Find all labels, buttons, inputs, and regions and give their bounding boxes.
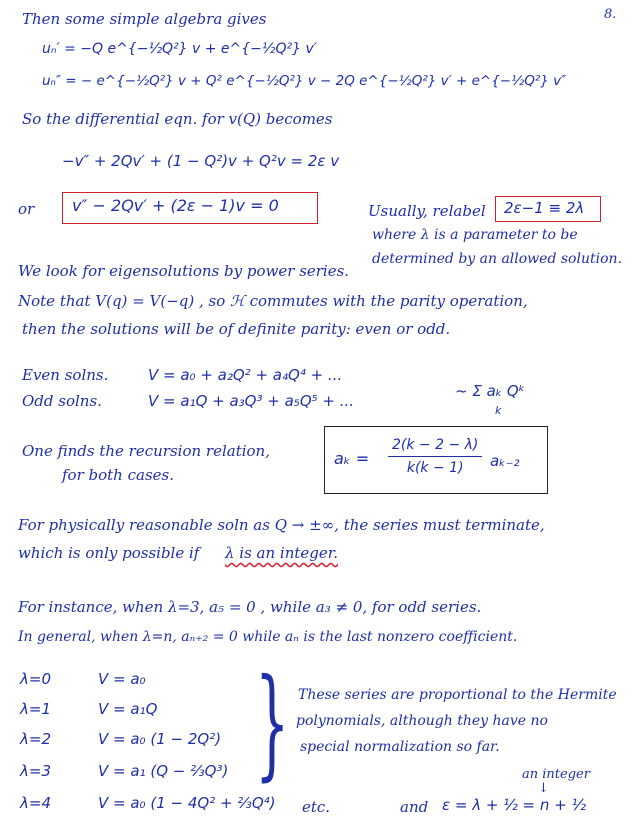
table-lambda-0: λ=0 — [20, 670, 51, 688]
table-v-4: V = a₀ (1 − 4Q² + ⅔Q⁴) — [98, 794, 276, 812]
table-lambda-2: λ=2 — [20, 730, 51, 748]
recursion-text-1: One finds the recursion relation, — [22, 442, 270, 460]
parity-line-2: then the solutions will be of definite parity: even or odd. — [22, 320, 451, 338]
recursion-lhs: aₖ = — [334, 449, 370, 468]
terminate-line-1: For physically reasonable soln as Q → ±∞, the series must terminate, — [18, 516, 545, 534]
curly-brace: } — [255, 654, 290, 793]
table-v-3: V = a₁ (Q − ⅔Q³) — [98, 762, 229, 780]
or-label: or — [18, 200, 35, 218]
diff-eq: −v″ + 2Qv′ + (1 − Q²)v + Q²v = 2ε v — [62, 152, 340, 170]
instance-line-2: In general, when λ=n, aₙ₊₂ = 0 while aₙ is the last nonzero coefficient. — [18, 629, 518, 645]
equation-u-double-prime: uₙ″ = − e^{−½Q²} v + Q² e^{−½Q²} v − 2Q e^{−½Q²} v′ + e^{−½Q²} v″ — [42, 73, 567, 89]
equation-u-prime: uₙ′ = −Q e^{−½Q²} v + e^{−½Q²} v′ — [42, 41, 317, 57]
recursion-text-2: for both cases. — [62, 466, 174, 484]
etc-label: etc. — [302, 798, 331, 816]
table-lambda-1: λ=1 — [20, 700, 51, 718]
table-lambda-3: λ=3 — [20, 762, 51, 780]
odd-label: Odd solns. — [22, 392, 102, 410]
lambda-note-2: determined by an allowed solution. — [372, 251, 622, 267]
recursion-numerator: 2(k − 2 − λ) — [388, 434, 482, 457]
terminate-line-2a: which is only possible if — [18, 544, 200, 562]
integer-note: an integer — [522, 767, 590, 782]
recursion-fraction — [388, 434, 482, 479]
boxed-equation: v″ − 2Qv′ + (2ε − 1)v = 0 — [72, 196, 279, 215]
odd-series: V = a₁Q + a₃Q³ + a₅Q⁵ + ... — [148, 392, 355, 410]
relabel-note: Usually, relabel — [368, 202, 486, 220]
recursion-rhs: aₖ₋₂ — [490, 452, 520, 470]
even-series: V = a₀ + a₂Q² + a₄Q⁴ + ... — [148, 366, 343, 384]
terminate-line-2b: λ is an integer. — [225, 544, 339, 562]
even-label: Even solns. — [22, 366, 109, 384]
final-energy-eq: ε = λ + ½ = n + ½ — [442, 796, 586, 814]
hermite-line-1: These series are proportional to the Hermite — [298, 687, 617, 703]
hermite-line-2: polynomials, although they have no — [296, 713, 548, 729]
integer-arrow: ↓ — [538, 781, 549, 796]
sum-index: k — [495, 404, 502, 417]
intro-text: Then some simple algebra gives — [22, 10, 267, 28]
diff-eq-intro: So the differential eqn. for v(Q) becomes — [22, 110, 333, 128]
lambda-note-1: where λ is a parameter to be — [372, 227, 578, 243]
relabel-box: 2ε−1 ≡ 2λ — [504, 199, 585, 217]
table-v-0: V = a₀ — [98, 670, 146, 688]
table-v-1: V = a₁Q — [98, 700, 158, 718]
hermite-line-3: special normalization so far. — [300, 739, 500, 755]
table-lambda-4: λ=4 — [20, 794, 51, 812]
instance-line-1: For instance, when λ=3, a₅ = 0 , while a₃ ≠ 0, for odd series. — [18, 598, 482, 616]
table-v-2: V = a₀ (1 − 2Q²) — [98, 730, 222, 748]
sum-form: ~ Σ aₖ Qᵏ — [455, 382, 526, 400]
page-number: 8. — [604, 7, 617, 22]
power-series-text: We look for eigensolutions by power series. — [18, 262, 350, 280]
parity-line-1: Note that V(q) = V(−q) , so ℋ commutes with the parity operation, — [18, 292, 528, 310]
final-and: and — [400, 798, 429, 816]
recursion-denominator: k(k − 1) — [406, 460, 464, 476]
